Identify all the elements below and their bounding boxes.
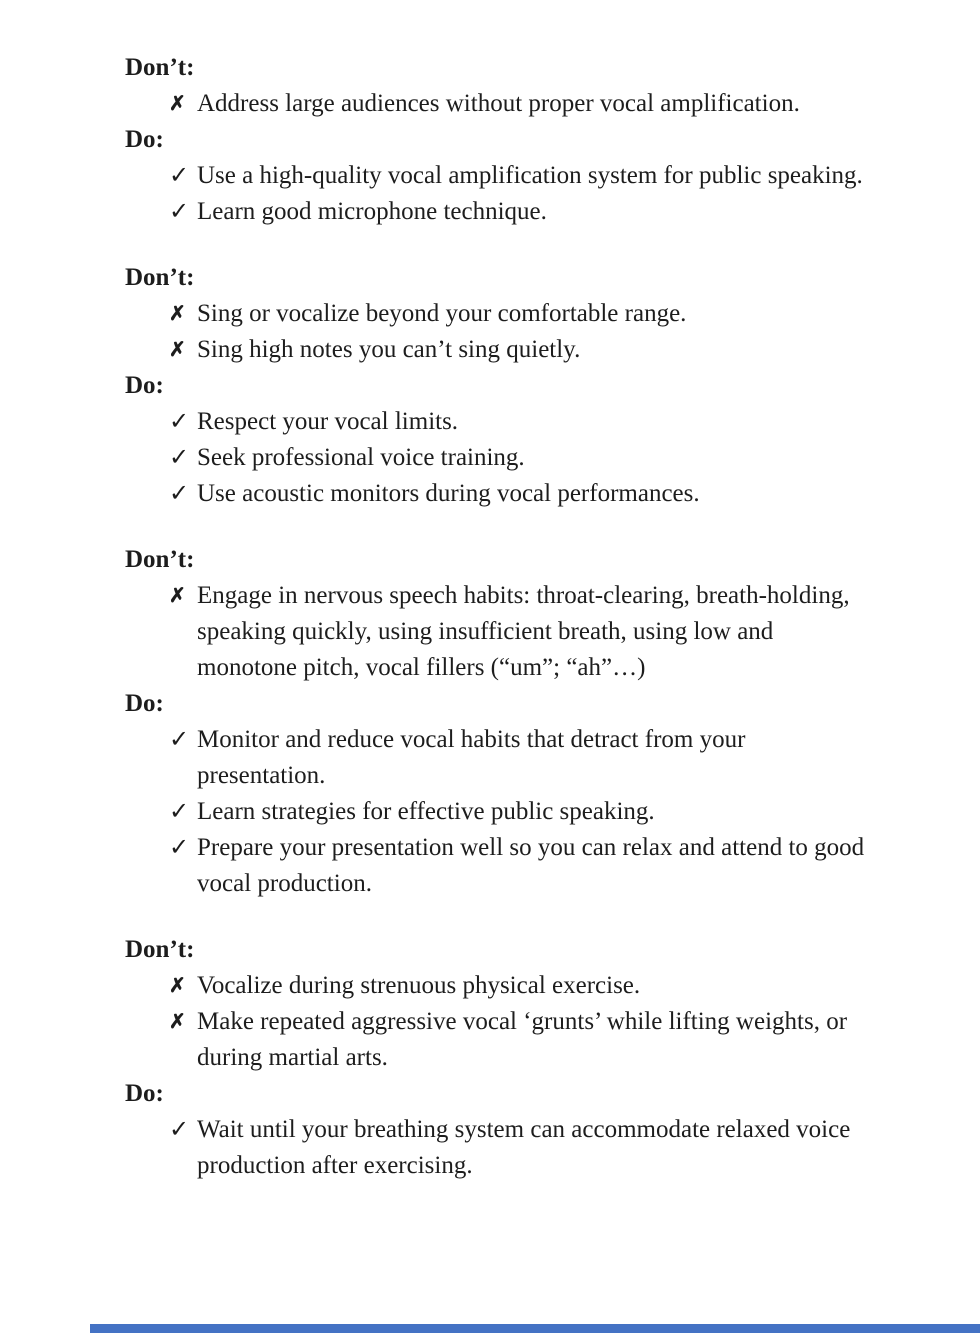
list-item [169, 332, 865, 368]
list-item [169, 440, 865, 476]
list-item [169, 404, 865, 440]
cross-icon: ✗ [169, 975, 186, 997]
list-item-text: Use a high-quality vocal amplification system for public speaking. [197, 162, 863, 189]
list-item [169, 1004, 865, 1076]
list-item-text: Make repeated aggressive vocal ‘grunts’ while lifting weights, or during martial arts. [197, 1008, 848, 1071]
check-icon: ✓ [169, 163, 190, 189]
check-icon: ✓ [169, 1117, 190, 1143]
do-heading: Do: [125, 690, 164, 717]
check-icon: ✓ [169, 445, 190, 471]
list-item-text: Address large audiences without proper vocal amplification. [197, 90, 800, 117]
list-item-text: Sing or vocalize beyond your comfortable range. [197, 300, 687, 327]
dont-list [125, 296, 865, 368]
list-item-text: Vocalize during strenuous physical exercise. [197, 972, 641, 999]
list-item-text: Wait until your breathing system can accommodate relaxed voice production after exercising. [197, 1116, 851, 1179]
list-item [169, 794, 865, 830]
do-list [125, 722, 865, 902]
dos-donts-section [125, 260, 865, 512]
dont-heading: Don’t: [125, 54, 195, 81]
check-icon: ✓ [169, 481, 190, 507]
list-item-text: Seek professional voice training. [197, 444, 525, 471]
list-item-text: Monitor and reduce vocal habits that detract from your presentation. [197, 726, 746, 789]
list-item-text: Learn good microphone technique. [197, 198, 547, 225]
cross-icon: ✗ [169, 339, 186, 361]
list-item [169, 830, 865, 902]
dont-list [125, 968, 865, 1076]
dont-list [125, 578, 865, 686]
check-icon: ✓ [169, 409, 190, 435]
cross-icon: ✗ [169, 585, 186, 607]
dont-heading: Don’t: [125, 936, 195, 963]
do-heading: Do: [125, 372, 164, 399]
list-item-text: Learn strategies for effective public speaking. [197, 798, 655, 825]
list-item [169, 86, 865, 122]
list-item [169, 968, 865, 1004]
check-icon: ✓ [169, 835, 190, 861]
list-item [169, 194, 865, 230]
footer-accent-bar [90, 1324, 980, 1333]
dont-heading: Don’t: [125, 546, 195, 573]
list-item [169, 1112, 865, 1184]
cross-icon: ✗ [169, 93, 186, 115]
list-item [169, 578, 865, 686]
list-item [169, 158, 865, 194]
list-item-text: Engage in nervous speech habits: throat-clearing, breath-holding, speaking quickly, using insufficient breath, using low and monotone pitch, vocal fillers (“um”; “ah”…) [197, 582, 850, 681]
list-item-text: Sing high notes you can’t sing quietly. [197, 336, 581, 363]
list-item-text: Use acoustic monitors during vocal performances. [197, 480, 700, 507]
cross-icon: ✗ [169, 1011, 186, 1033]
do-list [125, 1112, 865, 1184]
dont-list [125, 86, 865, 122]
dos-donts-section [125, 542, 865, 902]
list-item [169, 722, 865, 794]
do-heading: Do: [125, 1080, 164, 1107]
do-list [125, 404, 865, 512]
check-icon: ✓ [169, 799, 190, 825]
list-item [169, 296, 865, 332]
cross-icon: ✗ [169, 303, 186, 325]
list-item-text: Respect your vocal limits. [197, 408, 459, 435]
check-icon: ✓ [169, 199, 190, 225]
dont-heading: Don’t: [125, 264, 195, 291]
list-item [169, 476, 865, 512]
list-item-text: Prepare your presentation well so you can relax and attend to good vocal production. [197, 834, 865, 897]
dos-donts-section [125, 50, 865, 230]
do-list [125, 158, 865, 230]
do-heading: Do: [125, 126, 164, 153]
dos-donts-section [125, 932, 865, 1184]
check-icon: ✓ [169, 727, 190, 753]
